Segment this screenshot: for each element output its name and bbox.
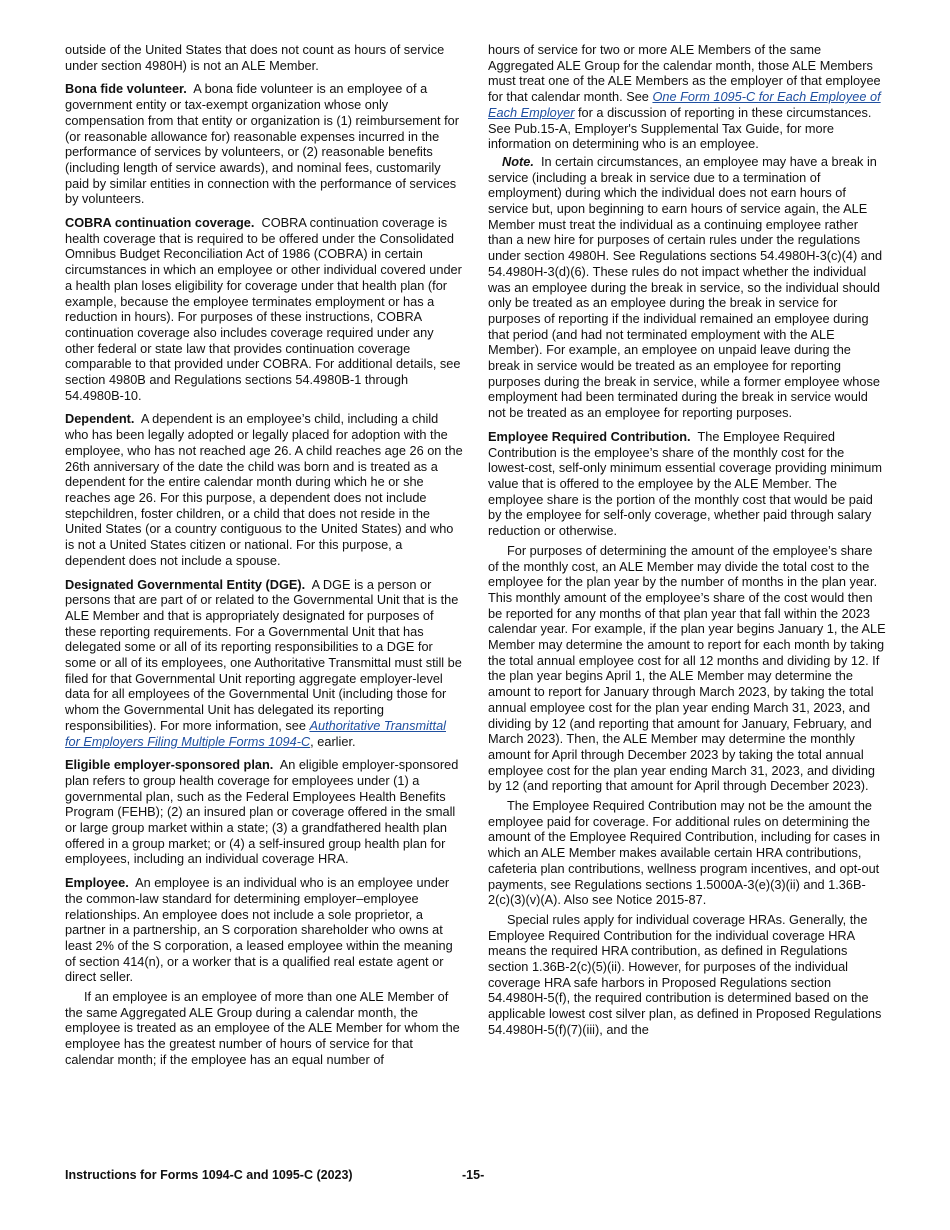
term-heading: Designated Governmental Entity (DGE).: [65, 576, 306, 592]
definition-text-end: , earlier.: [310, 733, 356, 749]
note-text: In certain circumstances, an employee may have a break in service (including a break in service due to a termination of employment) during which the individual does not earn hours of service but, upon beginning to earn hours of service again, the ALE Member must treat the individual as a continuing employee rather than a new hire for purposes of certain rules under the regulations under section 4980H. See Regulations sections 54.4980H-3(c)(4) and 54.4980H-3(d)(6). These rules do not impact whether the individual was an employee during the break in service, so the individual should only be treated as an employee during the break in service for purposes of reporting if the individual remained an employee during that period (and had not terminated employment with the ALE Member). For example, an employee on unpaid leave during the break in service would be treated as an employee for reporting purposes during the break in service, while a former employee whose employment had been terminated during the break in service would not be treated as an employee for reporting purposes.: [488, 153, 883, 421]
definition-text: A bona fide volunteer is an employee of a government entity or tax-exempt organization whose only compensation from that entity or organization is (1) reimbursement for (or reasonable allowance for) reasonable expenses incurred in the performance of services by volunteers, or (2) reasonable benefits (including length of service awards), and nominal fees, customarily paid by similar entities in connection with the performance of services by volunteers.: [65, 81, 460, 207]
definition-text: The Employee Required Contribution is the employee’s share of the monthly cost for the lowest-cost, self-only minimum essential coverage providing minimum value that is offered to the employee by the ALE Member. The employee share is the portion of the monthly cost that would be paid by the employee for self-only coverage, whether paid through salary reduction or otherwise.: [488, 428, 882, 539]
note-label: Note.: [502, 153, 534, 169]
definition-employee: [65, 875, 463, 985]
term-heading: COBRA continuation coverage.: [65, 215, 255, 231]
term-heading: Eligible employer-sponsored plan.: [65, 757, 274, 773]
paragraph-monthly-cost: [488, 543, 886, 794]
footer-title: Instructions for Forms 1094-C and 1095-C (2023): [65, 1168, 353, 1182]
definition-eligible-plan: [65, 757, 463, 867]
right-column: [488, 42, 886, 1042]
term-heading: Dependent.: [65, 411, 135, 427]
paragraph-not-amount-paid: [488, 798, 886, 908]
definition-text: An eligible employer-sponsored plan refers to group health coverage for employees under (1) a governmental plan, such as the Federal Employees Health Benefits Program (FEHB); (2) an insured plan or coverage offered in the small or large group market within a state; (3) a grandfathered health plan offered in a group market; or (4) a self-insured group health plan for employees, including an individual coverage HRA.: [65, 757, 459, 867]
paragraph-text: Special rules apply for individual coverage HRAs. Generally, the Employee Required Contribution for the individual coverage HRA means the required HRA contribution, as defined in Regulations section 1.36B-2(c)(5)(ii). However, for purposes of the individual coverage HRA safe harbors in Proposed Regulations section 54.4980H-5(f), the required contribution is determined based on the applicable lowest cost silver plan, as defined in Proposed Regulations 54.4980H-5(f)(7)(iii), and the: [488, 911, 882, 1037]
term-heading: Bona fide volunteer.: [65, 81, 187, 97]
note-break-in-service: [488, 154, 886, 421]
paragraph-text: hours of service for two or more ALE Members of the same Aggregated ALE Group for the calendar month, those ALE Members must treat one of the ALE Members as the employer of that employee for that calendar month. See: [488, 42, 881, 105]
paragraph-ale-continuation: [65, 42, 463, 73]
page-number: -15-: [462, 1168, 485, 1182]
paragraph-multiple-ale: [65, 989, 463, 1068]
link-one-form-1095c[interactable]: One Form 1095-C for Each Employee of Each Employer: [488, 89, 881, 120]
definition-cobra: [65, 215, 463, 403]
paragraph-text: The Employee Required Contribution may not be the amount the employee paid for coverage. For additional rules on determining the amount of the Employee Required Contribution, including for cases in which an ALE Member makes available certain HRA contributions, cafeteria plan contributions, wellness program incentives, and opt-out payments, see Regulations sections 1.5000A-3(e)(3)(ii) and 1.36B-2(c)(3)(v)(A). Also see Notice 2015-87.: [488, 798, 880, 908]
term-heading: Employee Required Contribution.: [488, 428, 691, 444]
definition-dependent: [65, 411, 463, 568]
definition-text: COBRA continuation coverage is health coverage that is required to be offered under the Consolidated Omnibus Budget Reconciliation Act of 1986 (COBRA) in certain circumstances in which an employee or other individual covered under a health plan loses eligibility for coverage under that health plan (for example, because the employee terminates employment or has a reduction in hours). For purposes of these instructions, COBRA continuation coverage also includes coverage required under any other federal or state law that provides continuation coverage comparable to that provided under COBRA. For additional details, see section 4980B and Regulations sections 54.4980B-1 through 54.4980B-10.: [65, 215, 462, 403]
paragraph-text-end: for a discussion of reporting in these circumstances. See Pub.15-A, Employer's Supplemental Tax Guide, for more information on determining who is an employee.: [488, 104, 872, 152]
term-heading: Employee.: [65, 875, 129, 891]
paragraph-employee-continued: [488, 42, 886, 152]
definition-bona-fide-volunteer: [65, 81, 463, 207]
paragraph-text: If an employee is an employee of more than one ALE Member of the same Aggregated ALE Group during a calendar month, the employee is treated as an employee of the ALE Member for whom the employee has the greatest number of hours of service for that calendar month; if the employee has an equal number of: [65, 989, 460, 1067]
paragraph-individual-coverage-hra: [488, 912, 886, 1038]
definition-text: An employee is an individual who is an employee under the common-law standard for determining employer–employee relationships. An employee does not include a sole proprietor, a partner in a partnership, an S corporation shareholder who owns at least 2% of the S corporation, a leased employee within the meaning of section 414(n), or a worker that is a qualified real estate agent or direct seller.: [65, 875, 453, 985]
definition-employee-required-contribution: [488, 429, 886, 539]
definition-text: A DGE is a person or persons that are part of or related to the Governmental Unit that is the ALE Member and that is appropriately designated for purposes of these reporting requirements. For a Governmental Unit that has delegated some or all of its reporting responsibilities to a DGE for some or all of its employees, one Authoritative Transmittal must still be filed for that Governmental Unit reporting aggregate employer-level data for all employees of the Governmental Unit (including those for whom the Governmental Unit has delegated its reporting responsibilities). For more information, see: [65, 576, 462, 733]
link-authoritative-transmittal[interactable]: Authoritative Transmittal for Employers Filing Multiple Forms 1094-C: [65, 717, 446, 749]
definition-dge: [65, 577, 463, 750]
definition-text: A dependent is an employee’s child, including a child who has been legally adopted or legally placed for adoption with the employee, who has not reached age 26. A child reaches age 26 on the 26th anniversary of the date the child was born and is treated as a dependent for the entire calendar month during which he or she reaches age 26. For this purpose, a dependent does not include stepchildren, foster children, or a child that does not reside in the United States (or a country contiguous to the United States) and who is not a United States citizen or national. For this purpose, a dependent does not include a spouse.: [65, 411, 463, 568]
paragraph-text: For purposes of determining the amount of the employee’s share of the monthly cost, an ALE Member may divide the total cost to the employee for the plan year by the number of months in the plan year. This monthly amount of the employee’s share of the cost would then be reported for any months of that plan year that fall within the 2023 calendar year. For example, if the plan year begins January 1, the ALE Member may determine the amount to report for each month by taking the total annual employee cost for all 12 months and dividing by 12. If the plan year begins April 1, the ALE Member may determine the amount to report for January through March 2023, by taking the total annual employee cost for the plan year ending March 31, 2023, and dividing by 12 (and reporting that amount for January, February, and March 2023). Then, the ALE Member may determine the monthly amount for April through December 2023 by taking the total annual employee cost for the plan year ending March 31, 2023, and dividing by 12 (and reporting that amount for April through December 2023).: [488, 542, 886, 794]
left-column: [65, 42, 463, 1072]
paragraph-text: outside of the United States that does not count as hours of service under section 4980H) is not an ALE Member.: [65, 42, 445, 73]
